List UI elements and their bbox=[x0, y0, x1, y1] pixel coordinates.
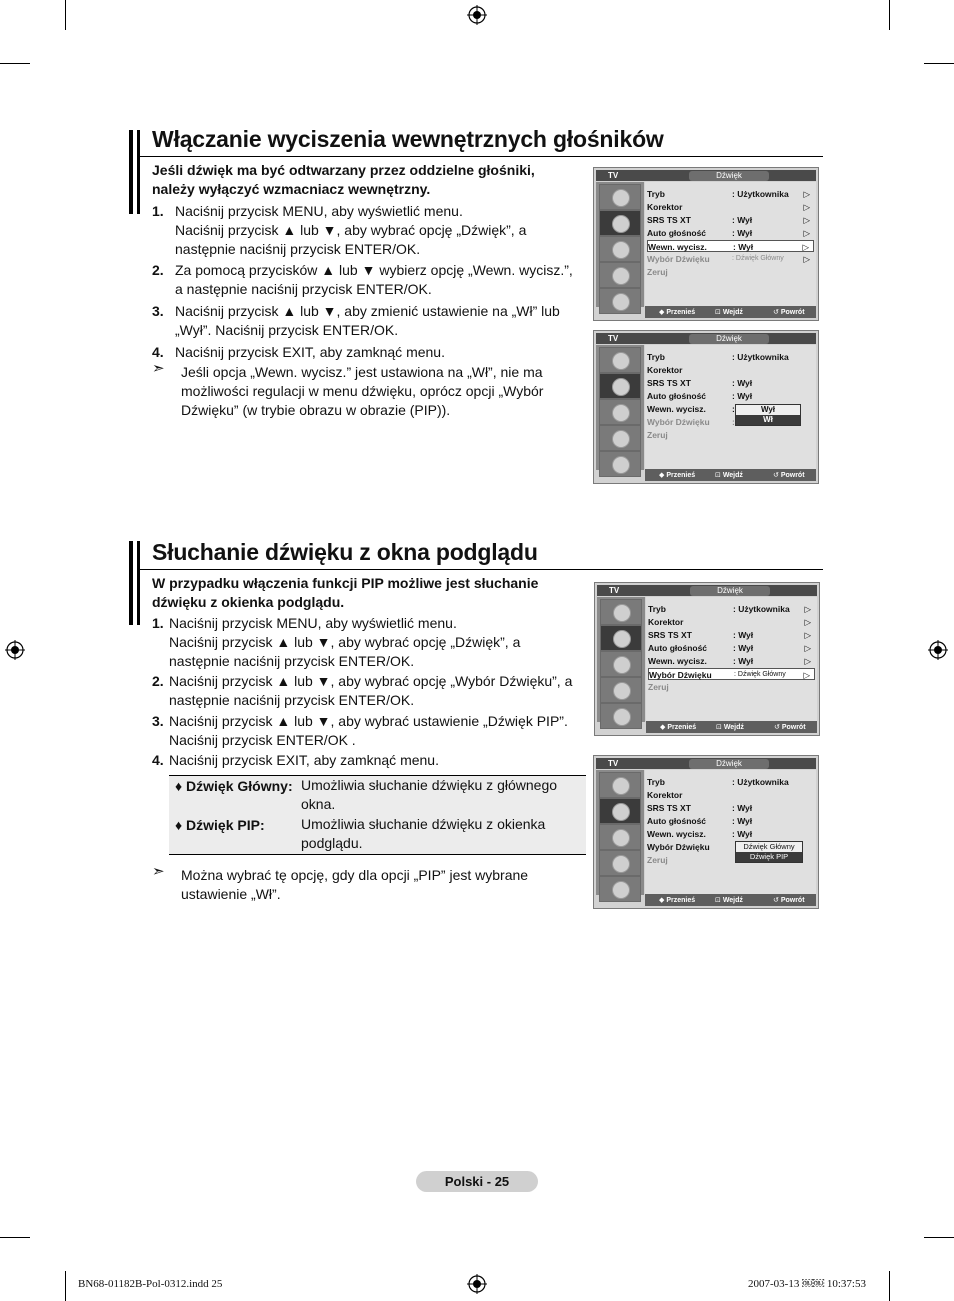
menu-row: SRS TS XT : Wył bbox=[647, 803, 753, 813]
step-text: Naciśnij przycisk MENU, aby wyświetlić menu. bbox=[169, 615, 457, 631]
step-text: Naciśnij przycisk ▲ lub ▼, aby zmienić ustawienie na „Wł” lub bbox=[175, 303, 560, 319]
options-table bbox=[169, 775, 586, 855]
tv-label: TV bbox=[608, 759, 619, 768]
crop-mark bbox=[65, 1271, 66, 1301]
step-number: 3. bbox=[152, 713, 164, 729]
section-marker bbox=[137, 541, 140, 625]
menu-row-selected: Wybór Dźwięku : Dźwięk Główny ▷ bbox=[648, 668, 815, 680]
sound-icon bbox=[600, 625, 642, 651]
step-number: 4. bbox=[152, 344, 164, 360]
tv-label: TV bbox=[609, 586, 620, 595]
menu-row: Wybór Dźwięku bbox=[647, 842, 710, 852]
setup-icon bbox=[599, 850, 641, 876]
picture-icon bbox=[600, 599, 642, 625]
step-text: „Wył”. Naciśnij przycisk ENTER/OK. bbox=[175, 322, 399, 338]
section-marker bbox=[137, 130, 140, 214]
menu-panel bbox=[645, 182, 816, 307]
menu-row: Tryb : Użytkownika bbox=[647, 352, 789, 362]
menu-footer: ◆ Przenieś ⊡ Wejdź ↺ Powrót bbox=[646, 721, 817, 733]
section-intro: Jeśli dźwięk ma być odtwarzany przez oddzielne głośniki, należy wyłączyć wzmacniacz wewnętrzny. bbox=[152, 162, 535, 197]
table-desc: Umożliwia słuchanie dźwięku z głównego okna. bbox=[301, 777, 558, 812]
menu-footer: ◆ Przenieś ⊡ Wejdź ↺ Powrót bbox=[645, 894, 816, 906]
picture-icon bbox=[599, 347, 641, 373]
step-number: 1. bbox=[152, 203, 164, 219]
table-desc: Umożliwia słuchanie dźwięku z okienka podglądu. bbox=[301, 816, 546, 851]
page-number-badge: Polski - 25 bbox=[416, 1171, 538, 1192]
step-number: 2. bbox=[152, 673, 164, 689]
crop-mark bbox=[889, 1271, 890, 1301]
step-text: następnie naciśnij przycisk ENTER/OK. bbox=[169, 653, 415, 669]
menu-row: Tryb : Użytkownika ▷ bbox=[648, 604, 811, 614]
tv-menu-screenshot bbox=[593, 167, 819, 321]
tv-menu-screenshot bbox=[593, 330, 819, 484]
step-text: Naciśnij przycisk ▲ lub ▼, aby wybrać opcję „Dźwięk”, a bbox=[175, 222, 527, 238]
menu-panel bbox=[645, 345, 816, 470]
menu-row: Auto głośność : Wył ▷ bbox=[647, 228, 810, 238]
crop-mark bbox=[889, 0, 890, 30]
registration-mark-icon bbox=[928, 640, 948, 660]
channel-icon bbox=[600, 651, 642, 677]
section-rule bbox=[140, 156, 823, 157]
step-number: 1. bbox=[152, 615, 164, 631]
tv-menu-screenshot bbox=[594, 582, 820, 736]
tv-menu-screenshot bbox=[593, 755, 819, 909]
menu-row: Wewn. wycisz. : bbox=[647, 404, 735, 414]
step-text: Naciśnij przycisk ▲ lub ▼, aby wybrać opcję „Wybór Dźwięku”, a bbox=[169, 673, 573, 689]
setup-icon bbox=[600, 677, 642, 703]
channel-icon bbox=[599, 236, 641, 262]
menu-row: Wewn. wycisz. : Wył ▷ bbox=[648, 656, 811, 666]
crop-mark bbox=[65, 0, 66, 30]
option-selected: Dźwięk PIP bbox=[736, 852, 802, 862]
registration-mark-icon bbox=[467, 5, 487, 25]
step-text: Naciśnij przycisk ▲ lub ▼, aby wybrać opcję „Dźwięk”, a bbox=[169, 634, 521, 650]
note-line: Można wybrać tę opcję, gdy dla opcji „PIP” jest wybrane bbox=[181, 867, 529, 883]
option-selected: Wł bbox=[736, 415, 800, 425]
crop-mark bbox=[924, 63, 954, 64]
section-title: Słuchanie dźwięku z okna podglądu bbox=[152, 539, 538, 565]
section-marker bbox=[129, 130, 133, 214]
menu-icon-column bbox=[596, 182, 644, 307]
menu-row: Wewn. wycisz. : Wył bbox=[647, 829, 753, 839]
crop-mark bbox=[0, 1237, 30, 1238]
menu-row: Zeruj bbox=[647, 267, 668, 277]
note-arrow-icon: ➣ bbox=[152, 360, 165, 377]
picture-icon bbox=[599, 772, 641, 798]
tv-label: TV bbox=[608, 171, 619, 180]
note-arrow-icon: ➣ bbox=[152, 863, 165, 880]
menu-row: Korektor ▷ bbox=[647, 202, 810, 212]
menu-row: SRS TS XT : Wył bbox=[647, 378, 753, 388]
option: Dźwięk Główny bbox=[743, 842, 795, 851]
note-line: ustawienie „Wł”. bbox=[181, 886, 281, 902]
step-number: 4. bbox=[152, 752, 164, 768]
file-info: BN68-01182B-Pol-0312.indd 25 bbox=[78, 1278, 223, 1290]
tv-label: TV bbox=[608, 334, 619, 343]
menu-row: Korektor bbox=[647, 365, 683, 375]
menu-title: Dźwięk bbox=[690, 586, 770, 596]
note bbox=[181, 866, 581, 904]
menu-row: SRS TS XT : Wył ▷ bbox=[648, 630, 811, 640]
input-icon bbox=[599, 451, 641, 477]
section-marker bbox=[129, 541, 133, 625]
input-icon bbox=[600, 703, 642, 729]
option-popup bbox=[735, 404, 801, 426]
table-key: ♦ Dźwięk PIP: bbox=[175, 817, 265, 833]
menu-row: Korektor ▷ bbox=[648, 617, 811, 627]
menu-row: Tryb : Użytkownika ▷ bbox=[647, 189, 810, 199]
table-key: ♦ Dźwięk Główny: bbox=[175, 778, 293, 794]
menu-row: Korektor bbox=[647, 790, 683, 800]
sound-icon bbox=[599, 210, 641, 236]
setup-icon bbox=[599, 262, 641, 288]
option: Wył bbox=[760, 405, 776, 414]
menu-row: SRS TS XT : Wył ▷ bbox=[647, 215, 810, 225]
menu-footer: ◆ Przenieś ⊡ Wejdź ↺ Powrót bbox=[645, 469, 816, 481]
step-text: Naciśnij przycisk MENU, aby wyświetlić menu. bbox=[175, 203, 463, 219]
registration-mark-icon bbox=[5, 640, 25, 660]
step-text: następnie naciśnij przycisk ENTER/OK. bbox=[175, 241, 421, 257]
menu-row: Zeruj bbox=[647, 855, 668, 865]
step-text: Naciśnij przycisk ▲ lub ▼, aby wybrać ustawienie „Dźwięk PIP”. bbox=[169, 713, 568, 729]
menu-footer: ◆ Przenieś ⊡ Wejdź ↺ Powrót bbox=[645, 306, 816, 318]
menu-row: Auto głośność : Wył bbox=[647, 391, 753, 401]
timestamp: 2007-03-13 ￼￼ 10:37:53 bbox=[748, 1278, 866, 1290]
note-line: możliwości regulacji w menu dźwięku, oprócz opcji „Wybór bbox=[181, 383, 544, 399]
step-number: 2. bbox=[152, 262, 164, 278]
menu-title: Dźwięk bbox=[689, 171, 769, 181]
menu-row: Tryb : Użytkownika bbox=[647, 777, 789, 787]
menu-icon-column bbox=[596, 770, 644, 895]
menu-row: Zeruj bbox=[648, 682, 669, 692]
crop-mark bbox=[0, 63, 30, 64]
menu-row: Auto głośność : Wył ▷ bbox=[648, 643, 811, 653]
menu-row: Zeruj bbox=[647, 430, 668, 440]
menu-title: Dźwięk bbox=[689, 759, 769, 769]
note-line: Jeśli opcja „Wewn. wycisz.” jest ustawiona na „Wł”, nie ma bbox=[181, 364, 543, 380]
input-icon bbox=[599, 876, 641, 902]
channel-icon bbox=[599, 824, 641, 850]
sound-icon bbox=[599, 373, 641, 399]
step-text: następnie naciśnij przycisk ENTER/OK. bbox=[169, 692, 415, 708]
step-text: Naciśnij przycisk EXIT, aby zamknąć menu. bbox=[175, 344, 445, 360]
sound-icon bbox=[599, 798, 641, 824]
section-intro: W przypadku włączenia funkcji PIP możliwe jest słuchanie dźwięku z okienka podglądu. bbox=[152, 575, 539, 610]
section-rule bbox=[140, 569, 823, 570]
note-line: Dźwięku” (w trybie obrazu w obrazie (PIP)). bbox=[181, 402, 451, 418]
crop-mark bbox=[924, 1237, 954, 1238]
step-number: 3. bbox=[152, 303, 164, 319]
step-text: a następnie naciśnij przycisk ENTER/OK. bbox=[175, 281, 432, 297]
setup-icon bbox=[599, 425, 641, 451]
input-icon bbox=[599, 288, 641, 314]
picture-icon bbox=[599, 184, 641, 210]
step-text: Za pomocą przycisków ▲ lub ▼ wybierz opcję „Wewn. wycisz.”, bbox=[175, 262, 573, 278]
menu-icon-column bbox=[597, 597, 645, 722]
option-popup bbox=[735, 841, 803, 863]
menu-title: Dźwięk bbox=[689, 334, 769, 344]
note bbox=[181, 363, 581, 420]
step-text: Naciśnij przycisk ENTER/OK . bbox=[169, 732, 356, 748]
menu-row: Wybór Dźwięku : bbox=[647, 417, 735, 427]
channel-icon bbox=[599, 399, 641, 425]
registration-mark-icon bbox=[467, 1274, 487, 1294]
menu-row: Wybór Dźwięku : Dźwięk Główny ▷ bbox=[647, 254, 810, 264]
menu-row: Auto głośność : Wył bbox=[647, 816, 753, 826]
menu-icon-column bbox=[596, 345, 644, 470]
section-title: Włączanie wyciszenia wewnętrznych głośników bbox=[152, 126, 664, 152]
step-text: Naciśnij przycisk EXIT, aby zamknąć menu. bbox=[169, 752, 439, 768]
menu-panel bbox=[646, 597, 817, 722]
menu-row-selected: Wewn. wycisz. : Wył ▷ bbox=[647, 240, 814, 252]
menu-panel bbox=[645, 770, 816, 895]
